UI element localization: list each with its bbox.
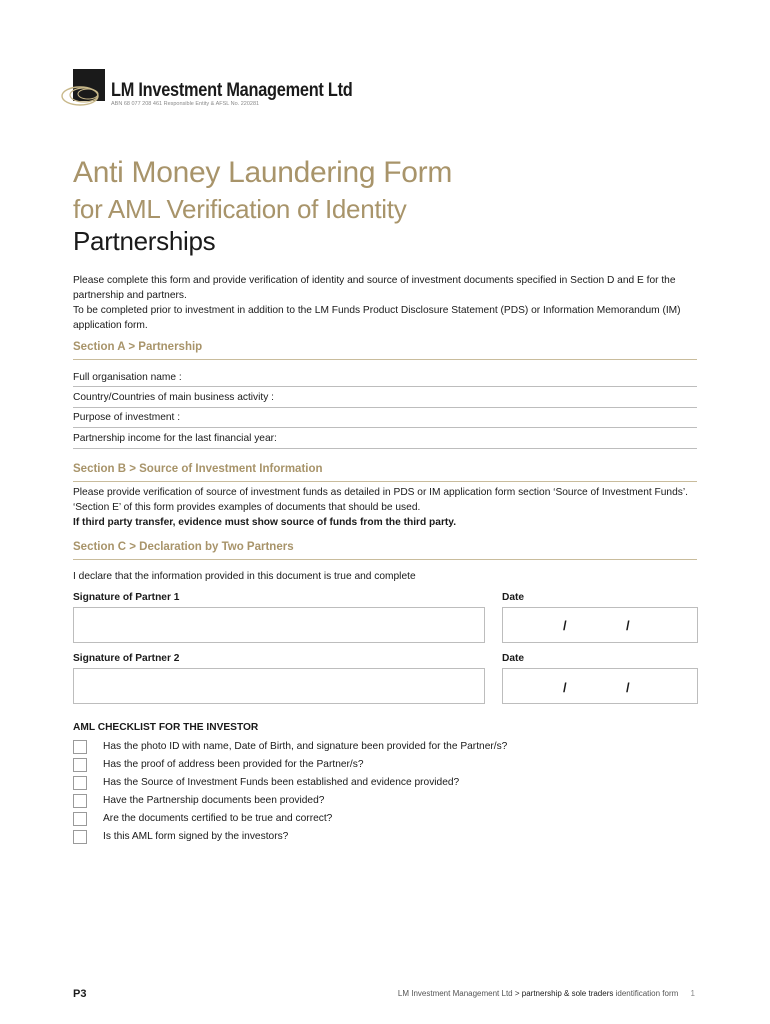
field-divider: [73, 386, 697, 387]
section-b-text: Please provide verification of source of investment funds as detailed in PDS or IM application form section ‘Source of Investment Funds’. ‘Section E’ of this form provides examples of documents that should be used.: [73, 487, 688, 513]
section-b-bold-note: If third party transfer, evidence must show source of funds from the third party.: [73, 517, 457, 528]
section-a-heading: Section A > Partnership: [73, 341, 203, 353]
intro-paragraph-2: To be completed prior to investment in addition to the LM Funds Product Disclosure Statement (PDS) or Information Memorandum (IM) application form.: [73, 305, 681, 331]
field-purpose-of-investment[interactable]: Purpose of investment :: [73, 412, 181, 423]
date-separator: /: [563, 618, 567, 633]
checklist-checkbox-source-of-funds[interactable]: [73, 776, 87, 790]
date-separator: /: [563, 680, 567, 695]
footer-doc-type: partnership & sole traders: [521, 989, 614, 998]
checklist-item: Has the photo ID with name, Date of Birth, and signature been provided for the Partner/s?: [103, 741, 508, 752]
field-divider: [73, 448, 697, 449]
footer-arrow: >: [514, 989, 520, 998]
checklist-item: Has the proof of address been provided for the Partner/s?: [103, 759, 364, 770]
checklist-checkbox-photo-id[interactable]: [73, 740, 87, 754]
section-a-rule: [73, 359, 697, 360]
section-b-rule: [73, 481, 697, 482]
declaration-text: I declare that the information provided in this document is true and complete: [73, 571, 416, 582]
date-separator: /: [626, 618, 630, 633]
logo-swirl-icon: [60, 82, 108, 108]
section-c-rule: [73, 559, 697, 560]
field-divider: [73, 427, 697, 428]
checklist-checkbox-partnership-docs[interactable]: [73, 794, 87, 808]
company-abn: ABN 68 077 208 461 Responsible Entity & AFSL No. 220281: [111, 101, 260, 107]
partner-2-date-label: Date: [502, 653, 525, 664]
checklist-item: Has the Source of Investment Funds been established and evidence provided?: [103, 777, 460, 788]
footer-page-number: 1: [690, 989, 695, 998]
page-title: Anti Money Laundering Form: [73, 156, 453, 189]
partner-2-signature-label: Signature of Partner 2: [73, 653, 180, 664]
section-c-heading: Section C > Declaration by Two Partners: [73, 541, 294, 553]
field-partnership-income[interactable]: Partnership income for the last financial year:: [73, 433, 277, 444]
footer-doc-name: identification form: [615, 989, 679, 998]
intro-paragraph-1: Please complete this form and provide verification of identity and source of investment documents specified in Section D and E for the partnership and partners.: [73, 275, 676, 301]
field-divider: [73, 407, 697, 408]
checklist-item: Are the documents certified to be true and correct?: [103, 813, 333, 824]
page-label: P3: [73, 988, 87, 1000]
company-name: LM Investment Management Ltd: [111, 80, 353, 101]
footer-text: [398, 989, 695, 998]
checklist-item: Is this AML form signed by the investors?: [103, 831, 289, 842]
field-country-business-activity[interactable]: Country/Countries of main business activity :: [73, 392, 275, 403]
partner-2-date-box[interactable]: [502, 668, 698, 704]
field-full-organisation-name[interactable]: Full organisation name :: [73, 372, 182, 383]
footer-company: LM Investment Management Ltd: [397, 989, 513, 998]
date-separator: /: [626, 680, 630, 695]
checklist-heading: AML CHECKLIST FOR THE INVESTOR: [73, 722, 259, 733]
partner-1-date-box[interactable]: [502, 607, 698, 643]
section-b-heading: Section B > Source of Investment Information: [73, 463, 323, 475]
partner-1-signature-box[interactable]: [73, 607, 485, 643]
page-subtitle: for AML Verification of Identity: [73, 194, 407, 224]
checklist-checkbox-form-signed[interactable]: [73, 830, 87, 844]
checklist-item: Have the Partnership documents been provided?: [103, 795, 325, 806]
partner-1-date-label: Date: [502, 592, 525, 603]
partner-2-signature-box[interactable]: [73, 668, 485, 704]
page-entity-type: Partnerships: [73, 226, 216, 256]
checklist-checkbox-documents-certified[interactable]: [73, 812, 87, 826]
checklist-checkbox-proof-of-address[interactable]: [73, 758, 87, 772]
partner-1-signature-label: Signature of Partner 1: [73, 592, 180, 603]
